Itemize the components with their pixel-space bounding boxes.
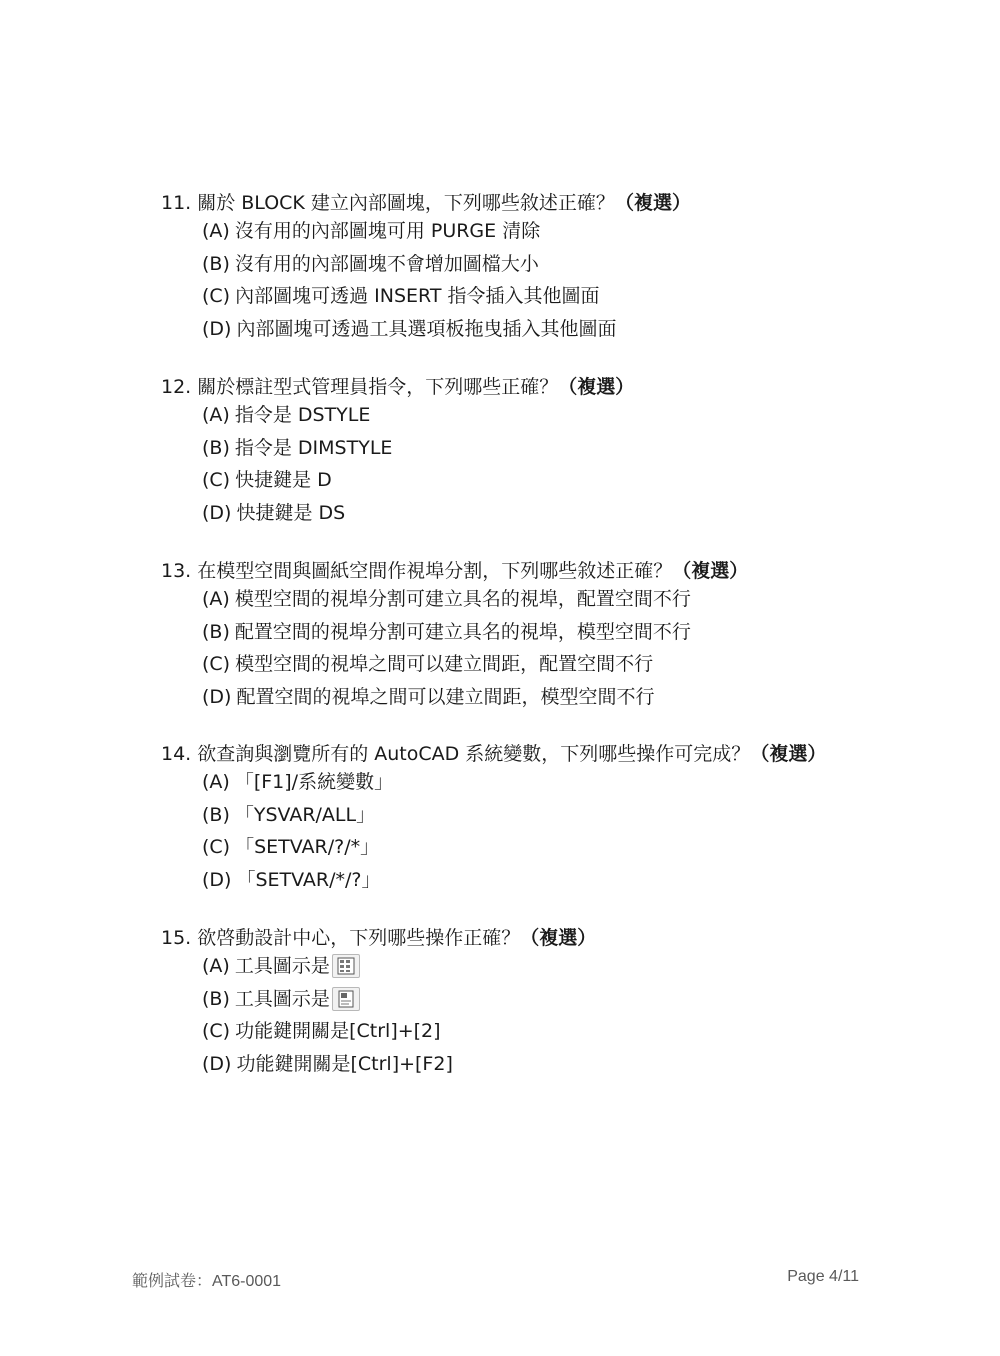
question-15 <box>161 925 881 1083</box>
option-text: 指令是 DIMSTYLE <box>234 436 393 459</box>
option-d <box>161 1051 881 1084</box>
option-text: 快捷鍵是 D <box>235 469 332 491</box>
option-letter: (B) <box>202 252 230 275</box>
option-text: 內部圖塊可透過工具選項板拖曳插入其他圖面 <box>236 317 617 340</box>
option-letter: (C) <box>202 836 231 858</box>
option-d <box>161 316 881 349</box>
option-letter: (A) <box>202 955 230 977</box>
option-c <box>161 1018 881 1051</box>
option-text: 配置空間的視埠之間可以建立間距，模型空間不行 <box>236 685 655 708</box>
option-letter: (C) <box>202 469 231 491</box>
option-text: 功能鍵開關是[Ctrl]+[F2] <box>236 1052 453 1075</box>
question-text: 關於標註型式管理員指令，下列哪些正確？ <box>197 376 559 398</box>
option-text: 沒有用的內部圖塊不會增加圖檔大小 <box>234 252 539 275</box>
multiple-choice-tag: （複選） <box>672 560 749 582</box>
question-number: 15. <box>161 927 192 949</box>
option-c <box>161 651 881 684</box>
option-text: 「SETVAR/*/?」 <box>236 868 381 891</box>
question-text: 欲啓動設計中心，下列哪些操作正確？ <box>197 927 521 949</box>
option-letter: (A) <box>202 404 230 426</box>
option-letter: (D) <box>202 1052 232 1075</box>
option-text: 工具圖示是 <box>234 987 330 1010</box>
option-a <box>161 218 881 251</box>
option-letter: (C) <box>202 653 231 675</box>
design-center-sheet-icon <box>332 987 360 1011</box>
multiple-choice-tag: （複選） <box>520 927 597 949</box>
option-b <box>161 435 881 468</box>
question-text: 在模型空間與圖紙空間作視埠分割，下列哪些敘述正確？ <box>197 560 673 582</box>
option-text: 「[F1]/系統變數」 <box>234 771 394 793</box>
option-b <box>161 619 881 652</box>
option-text: 工具圖示是 <box>234 955 330 977</box>
question-11 <box>161 190 881 348</box>
option-text: 指令是 DSTYLE <box>234 404 371 426</box>
option-text: 快捷鍵是 DS <box>236 501 346 524</box>
option-text: 沒有用的內部圖塊可用 PURGE 清除 <box>234 220 541 242</box>
question-number: 11. <box>161 192 192 214</box>
option-c <box>161 834 881 867</box>
question-stem <box>161 558 881 586</box>
option-letter: (A) <box>202 220 230 242</box>
question-14 <box>161 741 881 899</box>
question-number: 14. <box>161 743 192 765</box>
option-letter: (D) <box>202 501 232 524</box>
question-text: 欲查詢與瀏覽所有的 AutoCAD 系統變數，下列哪些操作可完成？ <box>197 743 751 765</box>
question-12 <box>161 374 881 532</box>
option-text: 模型空間的視埠之間可以建立間距，配置空間不行 <box>235 653 654 675</box>
option-d <box>161 500 881 533</box>
multiple-choice-tag: （複選） <box>750 743 827 765</box>
design-center-palette-icon <box>332 954 360 978</box>
option-letter: (D) <box>202 868 232 891</box>
option-letter: (B) <box>202 803 230 826</box>
option-letter: (B) <box>202 620 230 643</box>
question-stem <box>161 374 881 402</box>
question-number: 13. <box>161 560 192 582</box>
question-stem <box>161 741 881 769</box>
option-c <box>161 283 881 316</box>
question-text: 關於 BLOCK 建立內部圖塊，下列哪些敘述正確？ <box>197 192 615 214</box>
option-text: 內部圖塊可透過 INSERT 指令插入其他圖面 <box>235 285 600 307</box>
option-text: 功能鍵開關是[Ctrl]+[2] <box>235 1020 441 1042</box>
multiple-choice-tag: （複選） <box>558 376 635 398</box>
option-letter: (C) <box>202 285 231 307</box>
option-letter: (A) <box>202 771 230 793</box>
option-a <box>161 953 881 986</box>
option-text: 「YSVAR/ALL」 <box>234 803 376 826</box>
footer-page-number: Page 4/11 <box>787 1268 859 1285</box>
option-text: 配置空間的視埠分割可建立具名的視埠，模型空間不行 <box>234 620 691 643</box>
option-letter: (B) <box>202 987 230 1010</box>
option-text: 模型空間的視埠分割可建立具名的視埠，配置空間不行 <box>234 588 691 610</box>
option-letter: (B) <box>202 436 230 459</box>
option-d <box>161 867 881 900</box>
question-13 <box>161 558 881 716</box>
option-b <box>161 986 881 1019</box>
footer-exam-id: 範例試卷：AT6-0001 <box>132 1273 282 1290</box>
question-number: 12. <box>161 376 192 398</box>
option-letter: (D) <box>202 685 232 708</box>
option-a <box>161 586 881 619</box>
question-stem <box>161 925 881 953</box>
option-b <box>161 802 881 835</box>
option-letter: (A) <box>202 588 230 610</box>
option-a <box>161 769 881 802</box>
option-letter: (D) <box>202 317 232 340</box>
option-letter: (C) <box>202 1020 231 1042</box>
option-c <box>161 467 881 500</box>
option-text: 「SETVAR/?/*」 <box>235 836 380 858</box>
option-a <box>161 402 881 435</box>
question-stem <box>161 190 881 218</box>
multiple-choice-tag: （複選） <box>614 192 691 214</box>
option-b <box>161 251 881 284</box>
option-d <box>161 684 881 717</box>
